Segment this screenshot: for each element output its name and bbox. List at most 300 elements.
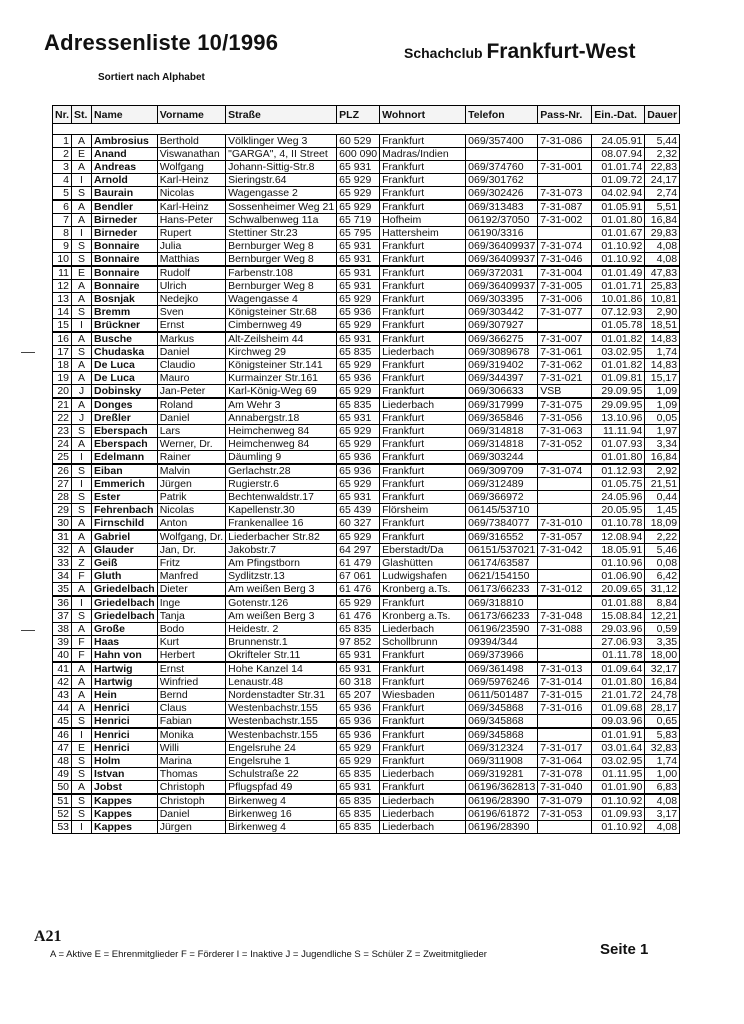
- table-row: [53, 742, 680, 755]
- cell-name: Henrici: [92, 742, 158, 755]
- cell-wohnort: Flörsheim: [380, 504, 466, 517]
- cell-telefon: 069/303244: [466, 451, 538, 465]
- cell-plz: 65 439: [337, 504, 380, 517]
- cell-dauer: 3,34: [645, 438, 680, 451]
- cell-status: S: [72, 768, 92, 781]
- cell-strasse: Karl-König-Weg 69: [226, 385, 337, 399]
- cell-dauer: 6,83: [645, 781, 680, 795]
- cell-name: Arnold: [92, 174, 158, 187]
- cell-strasse: Sossenheimer Weg 21: [226, 200, 337, 214]
- cell-plz: 65 835: [337, 398, 380, 412]
- table-row: [53, 438, 680, 451]
- cell-wohnort: Frankfurt: [380, 359, 466, 372]
- cell-name: Birneder: [92, 214, 158, 227]
- cell-status: S: [72, 346, 92, 359]
- cell-status: S: [72, 425, 92, 438]
- cell-nr: 9: [53, 240, 72, 253]
- cell-status: I: [72, 821, 92, 834]
- table-row: [53, 306, 680, 319]
- cell-passnr: [538, 148, 592, 161]
- cell-status: E: [72, 742, 92, 755]
- cell-status: A: [72, 438, 92, 451]
- cell-plz: 65 835: [337, 808, 380, 821]
- cell-wohnort: Frankfurt: [380, 135, 466, 148]
- cell-wohnort: Liederbach: [380, 808, 466, 821]
- cell-eintritt: 13.10.96: [592, 412, 645, 425]
- cell-eintritt: 29.09.95: [592, 385, 645, 399]
- cell-status: S: [72, 794, 92, 808]
- cell-plz: 65 835: [337, 794, 380, 808]
- col-header-wohnort: Wohnort: [380, 106, 466, 124]
- cell-wohnort: Frankfurt: [380, 464, 466, 478]
- cell-wohnort: Frankfurt: [380, 412, 466, 425]
- cell-eintritt: 11.11.94: [592, 425, 645, 438]
- cell-vorname: Nicolas: [157, 504, 225, 517]
- cell-passnr: 7-31-048: [538, 610, 592, 623]
- table-row: [53, 781, 680, 795]
- cell-telefon: 069/36409937: [466, 253, 538, 267]
- cell-wohnort: Frankfurt: [380, 676, 466, 689]
- cell-wohnort: Frankfurt: [380, 451, 466, 465]
- cell-nr: 3: [53, 161, 72, 174]
- cell-dauer: 2,32: [645, 148, 680, 161]
- cell-telefon: 069/318810: [466, 596, 538, 610]
- table-row: [53, 359, 680, 372]
- table-row: [53, 755, 680, 768]
- cell-strasse: Jakobstr.7: [226, 544, 337, 557]
- header-spacer: [53, 124, 680, 135]
- col-header-telefon: Telefon: [466, 106, 538, 124]
- cell-status: S: [72, 504, 92, 517]
- cell-dauer: 5,44: [645, 135, 680, 148]
- cell-eintritt: 18.05.91: [592, 544, 645, 557]
- cell-strasse: Johann-Sittig-Str.8: [226, 161, 337, 174]
- cell-telefon: [466, 148, 538, 161]
- cell-nr: 30: [53, 517, 72, 531]
- cell-name: Donges: [92, 398, 158, 412]
- cell-wohnort: Frankfurt: [380, 596, 466, 610]
- cell-vorname: Ulrich: [157, 280, 225, 293]
- cell-name: Kappes: [92, 821, 158, 834]
- cell-eintritt: 01.10.92: [592, 794, 645, 808]
- club-header: [404, 40, 635, 64]
- cell-telefon: 069/309709: [466, 464, 538, 478]
- cell-name: Hein: [92, 689, 158, 702]
- cell-plz: 65 931: [337, 662, 380, 676]
- cell-plz: 600 090: [337, 148, 380, 161]
- cell-vorname: Bodo: [157, 623, 225, 636]
- cell-vorname: Markus: [157, 332, 225, 346]
- table-body: [53, 135, 680, 834]
- cell-nr: 34: [53, 570, 72, 583]
- table-row: [53, 280, 680, 293]
- table-row: [53, 623, 680, 636]
- cell-dauer: 4,08: [645, 821, 680, 834]
- cell-status: A: [72, 359, 92, 372]
- cell-vorname: Roland: [157, 398, 225, 412]
- cell-passnr: 7-31-010: [538, 517, 592, 531]
- table-row: [53, 689, 680, 702]
- cell-dauer: 1,45: [645, 504, 680, 517]
- cell-passnr: 7-31-046: [538, 253, 592, 267]
- cell-strasse: Hohe Kanzel 14: [226, 662, 337, 676]
- cell-passnr: [538, 491, 592, 504]
- cell-eintritt: 01.09.72: [592, 174, 645, 187]
- cell-status: A: [72, 702, 92, 715]
- cell-telefon: 06174/63587: [466, 557, 538, 570]
- cell-eintritt: 24.05.91: [592, 135, 645, 148]
- cell-eintritt: 01.05.78: [592, 319, 645, 333]
- table-row: [53, 636, 680, 649]
- cell-eintritt: 03.01.64: [592, 742, 645, 755]
- cell-strasse: Rugierstr.6: [226, 478, 337, 491]
- cell-wohnort: Frankfurt: [380, 781, 466, 795]
- cell-nr: 46: [53, 728, 72, 742]
- cell-nr: 36: [53, 596, 72, 610]
- cell-plz: 65 835: [337, 768, 380, 781]
- cell-eintritt: 29.03.96: [592, 623, 645, 636]
- cell-telefon: 069/36409937: [466, 280, 538, 293]
- cell-passnr: 7-31-061: [538, 346, 592, 359]
- cell-strasse: Däumling 9: [226, 451, 337, 465]
- sort-note: Sortiert nach Alphabet: [98, 72, 205, 83]
- cell-vorname: Jan-Peter: [157, 385, 225, 399]
- cell-eintritt: 01.09.93: [592, 808, 645, 821]
- table-row: [53, 676, 680, 689]
- cell-wohnort: Liederbach: [380, 794, 466, 808]
- cell-telefon: 06145/53710: [466, 504, 538, 517]
- cell-telefon: 069/36409937: [466, 240, 538, 253]
- table-row: [53, 544, 680, 557]
- cell-vorname: Hans-Peter: [157, 214, 225, 227]
- cell-name: Emmerich: [92, 478, 158, 491]
- cell-nr: 1: [53, 135, 72, 148]
- cell-telefon: 069/314818: [466, 438, 538, 451]
- cell-strasse: Sieringstr.64: [226, 174, 337, 187]
- cell-passnr: 7-31-074: [538, 464, 592, 478]
- cell-dauer: 22,83: [645, 161, 680, 174]
- cell-telefon: 069/319402: [466, 359, 538, 372]
- cell-eintritt: 01.09.64: [592, 662, 645, 676]
- cell-wohnort: Frankfurt: [380, 517, 466, 531]
- cell-telefon: 06190/3316: [466, 227, 538, 240]
- table-row: [53, 346, 680, 359]
- cell-telefon: 069/306633: [466, 385, 538, 399]
- cell-plz: 65 795: [337, 227, 380, 240]
- cell-dauer: 24,78: [645, 689, 680, 702]
- cell-plz: 60 318: [337, 676, 380, 689]
- cell-plz: 67 061: [337, 570, 380, 583]
- cell-wohnort: Frankfurt: [380, 438, 466, 451]
- cell-dauer: 1,74: [645, 755, 680, 768]
- cell-dauer: 16,84: [645, 214, 680, 227]
- col-header-name: Name: [92, 106, 158, 124]
- cell-passnr: 7-31-040: [538, 781, 592, 795]
- cell-plz: 65 936: [337, 728, 380, 742]
- cell-plz: 64 297: [337, 544, 380, 557]
- cell-wohnort: Frankfurt: [380, 253, 466, 267]
- cell-status: S: [72, 187, 92, 201]
- cell-plz: 65 931: [337, 161, 380, 174]
- cell-passnr: 7-31-063: [538, 425, 592, 438]
- cell-nr: 47: [53, 742, 72, 755]
- cell-passnr: [538, 636, 592, 649]
- cell-eintritt: 01.01.82: [592, 359, 645, 372]
- cell-telefon: 06173/66233: [466, 583, 538, 597]
- table-row: [53, 702, 680, 715]
- cell-plz: 65 929: [337, 530, 380, 544]
- cell-eintritt: 08.07.94: [592, 148, 645, 161]
- cell-name: Henrici: [92, 715, 158, 729]
- cell-eintritt: 01.06.90: [592, 570, 645, 583]
- cell-telefon: 06151/537021: [466, 544, 538, 557]
- cell-eintritt: 01.10.92: [592, 821, 645, 834]
- cell-name: Bosnjak: [92, 293, 158, 306]
- cell-dauer: 2,74: [645, 187, 680, 201]
- cell-strasse: Birkenweg 4: [226, 794, 337, 808]
- cell-strasse: Heimchenweg 84: [226, 438, 337, 451]
- table-row: [53, 135, 680, 148]
- table-row: [53, 398, 680, 412]
- cell-eintritt: 01.01.88: [592, 596, 645, 610]
- cell-vorname: Malvin: [157, 464, 225, 478]
- table-row: [53, 662, 680, 676]
- cell-plz: 65 931: [337, 649, 380, 663]
- cell-wohnort: Hattersheim: [380, 227, 466, 240]
- cell-eintritt: 01.10.92: [592, 253, 645, 267]
- cell-eintritt: 01.01.90: [592, 781, 645, 795]
- table-row: [53, 240, 680, 253]
- cell-eintritt: 01.11.78: [592, 649, 645, 663]
- cell-name: Gabriel: [92, 530, 158, 544]
- cell-dauer: 1,09: [645, 398, 680, 412]
- cell-strasse: Kapellenstr.30: [226, 504, 337, 517]
- col-header-eintritt: Ein.-Dat.: [592, 106, 645, 124]
- cell-nr: 12: [53, 280, 72, 293]
- cell-passnr: [538, 478, 592, 491]
- cell-strasse: Schulstraße 22: [226, 768, 337, 781]
- cell-status: I: [72, 227, 92, 240]
- cell-name: Hartwig: [92, 662, 158, 676]
- cell-strasse: Gerlachstr.28: [226, 464, 337, 478]
- cell-wohnort: Frankfurt: [380, 200, 466, 214]
- cell-wohnort: Frankfurt: [380, 649, 466, 663]
- cell-plz: 61 479: [337, 557, 380, 570]
- cell-plz: 65 936: [337, 372, 380, 385]
- cell-vorname: Mauro: [157, 372, 225, 385]
- cell-name: Andreas: [92, 161, 158, 174]
- cell-nr: 8: [53, 227, 72, 240]
- cell-plz: 61 476: [337, 610, 380, 623]
- cell-vorname: Inge: [157, 596, 225, 610]
- cell-status: E: [72, 266, 92, 280]
- cell-nr: 15: [53, 319, 72, 333]
- cell-dauer: 14,83: [645, 359, 680, 372]
- cell-wohnort: Liederbach: [380, 768, 466, 781]
- cell-eintritt: 01.10.78: [592, 517, 645, 531]
- table-row: [53, 161, 680, 174]
- cell-name: Eiban: [92, 464, 158, 478]
- cell-name: Hahn von: [92, 649, 158, 663]
- cell-plz: 65 929: [337, 174, 380, 187]
- table-row: [53, 570, 680, 583]
- cell-status: F: [72, 649, 92, 663]
- cell-plz: 65 931: [337, 332, 380, 346]
- cell-eintritt: 10.01.86: [592, 293, 645, 306]
- cell-passnr: 7-31-087: [538, 200, 592, 214]
- cell-telefon: 069/312324: [466, 742, 538, 755]
- table-row: [53, 596, 680, 610]
- cell-nr: 52: [53, 808, 72, 821]
- cell-dauer: 18,51: [645, 319, 680, 333]
- cell-passnr: 7-31-001: [538, 161, 592, 174]
- col-header-nr: Nr.: [53, 106, 72, 124]
- cell-passnr: [538, 728, 592, 742]
- cell-nr: 44: [53, 702, 72, 715]
- cell-nr: 21: [53, 398, 72, 412]
- cell-eintritt: 21.01.72: [592, 689, 645, 702]
- cell-status: J: [72, 412, 92, 425]
- cell-dauer: 16,84: [645, 676, 680, 689]
- table-row: [53, 649, 680, 663]
- cell-name: Ambrosius: [92, 135, 158, 148]
- col-header-strasse: Straße: [226, 106, 337, 124]
- cell-passnr: 7-31-075: [538, 398, 592, 412]
- cell-nr: 23: [53, 425, 72, 438]
- cell-passnr: [538, 570, 592, 583]
- cell-dauer: 29,83: [645, 227, 680, 240]
- cell-dauer: 0,08: [645, 557, 680, 570]
- cell-strasse: "GARGA", 4, II Street: [226, 148, 337, 161]
- cell-name: Henrici: [92, 728, 158, 742]
- status-legend: A = Aktive E = Ehrenmitglieder F = Förderer I = Inaktive J = Jugendliche S = Schüler Z = Zweitmitglieder: [50, 949, 487, 960]
- cell-status: A: [72, 781, 92, 795]
- cell-eintritt: 01.01.80: [592, 451, 645, 465]
- cell-nr: 17: [53, 346, 72, 359]
- cell-passnr: [538, 174, 592, 187]
- cell-dauer: 14,83: [645, 332, 680, 346]
- cell-passnr: 7-31-006: [538, 293, 592, 306]
- cell-eintritt: 03.02.95: [592, 346, 645, 359]
- cell-name: Chudaska: [92, 346, 158, 359]
- cell-status: S: [72, 755, 92, 768]
- cell-telefon: 069/374760: [466, 161, 538, 174]
- cell-telefon: 06173/66233: [466, 610, 538, 623]
- cell-nr: 38: [53, 623, 72, 636]
- cell-dauer: 32,83: [645, 742, 680, 755]
- cell-passnr: 7-31-002: [538, 214, 592, 227]
- cell-plz: 97 852: [337, 636, 380, 649]
- cell-vorname: Daniel: [157, 346, 225, 359]
- cell-vorname: Kurt: [157, 636, 225, 649]
- cell-status: A: [72, 689, 92, 702]
- cell-plz: 65 835: [337, 346, 380, 359]
- cell-name: Bonnaire: [92, 240, 158, 253]
- club-prefix: Schachclub: [404, 45, 483, 61]
- cell-strasse: Königsteiner Str.68: [226, 306, 337, 319]
- cell-passnr: 7-31-057: [538, 530, 592, 544]
- table-row: [53, 715, 680, 729]
- margin-mark: [21, 352, 35, 353]
- cell-eintritt: 01.01.49: [592, 266, 645, 280]
- cell-strasse: Nordenstadter Str.31: [226, 689, 337, 702]
- cell-passnr: 7-31-079: [538, 794, 592, 808]
- cell-dauer: 18,09: [645, 517, 680, 531]
- cell-status: A: [72, 544, 92, 557]
- cell-telefon: 069/303395: [466, 293, 538, 306]
- table-row: [53, 412, 680, 425]
- cell-telefon: 069/319281: [466, 768, 538, 781]
- cell-nr: 11: [53, 266, 72, 280]
- cell-vorname: Rainer: [157, 451, 225, 465]
- cell-passnr: [538, 319, 592, 333]
- cell-passnr: [538, 649, 592, 663]
- cell-vorname: Bernd: [157, 689, 225, 702]
- cell-wohnort: Frankfurt: [380, 187, 466, 201]
- cell-eintritt: 24.05.96: [592, 491, 645, 504]
- cell-wohnort: Frankfurt: [380, 425, 466, 438]
- cell-strasse: Sydlitzstr.13: [226, 570, 337, 583]
- cell-strasse: Kirchweg 29: [226, 346, 337, 359]
- cell-name: Istvan: [92, 768, 158, 781]
- cell-wohnort: Frankfurt: [380, 385, 466, 399]
- cell-dauer: 21,51: [645, 478, 680, 491]
- cell-telefon: 069/345868: [466, 715, 538, 729]
- cell-plz: 65 931: [337, 240, 380, 253]
- cell-dauer: 0,59: [645, 623, 680, 636]
- cell-name: Anand: [92, 148, 158, 161]
- col-header-dauer: Dauer: [645, 106, 680, 124]
- cell-passnr: 7-31-056: [538, 412, 592, 425]
- cell-nr: 18: [53, 359, 72, 372]
- cell-nr: 32: [53, 544, 72, 557]
- cell-passnr: 7-31-088: [538, 623, 592, 636]
- cell-strasse: Schwalbenweg 11a: [226, 214, 337, 227]
- cell-vorname: Karl-Heinz: [157, 200, 225, 214]
- cell-name: Eberspach: [92, 425, 158, 438]
- cell-status: S: [72, 306, 92, 319]
- cell-nr: 31: [53, 530, 72, 544]
- cell-dauer: 24,17: [645, 174, 680, 187]
- cell-plz: 60 529: [337, 135, 380, 148]
- cell-passnr: 7-31-042: [538, 544, 592, 557]
- cell-nr: 27: [53, 478, 72, 491]
- cell-eintritt: 01.01.67: [592, 227, 645, 240]
- cell-strasse: Westenbachstr.155: [226, 715, 337, 729]
- cell-name: Eberspach: [92, 438, 158, 451]
- cell-plz: 65 936: [337, 464, 380, 478]
- cell-plz: 65 929: [337, 187, 380, 201]
- cell-telefon: 0611/501487: [466, 689, 538, 702]
- cell-vorname: Lars: [157, 425, 225, 438]
- cell-nr: 43: [53, 689, 72, 702]
- cell-nr: 19: [53, 372, 72, 385]
- table-row: [53, 332, 680, 346]
- cell-wohnort: Frankfurt: [380, 266, 466, 280]
- cell-wohnort: Frankfurt: [380, 702, 466, 715]
- cell-passnr: [538, 557, 592, 570]
- cell-nr: 35: [53, 583, 72, 597]
- cell-plz: 65 936: [337, 702, 380, 715]
- cell-status: A: [72, 214, 92, 227]
- cell-plz: 65 931: [337, 253, 380, 267]
- cell-dauer: 1,09: [645, 385, 680, 399]
- cell-nr: 40: [53, 649, 72, 663]
- table-row: [53, 610, 680, 623]
- cell-name: De Luca: [92, 372, 158, 385]
- cell-strasse: Farbenstr.108: [226, 266, 337, 280]
- cell-nr: 41: [53, 662, 72, 676]
